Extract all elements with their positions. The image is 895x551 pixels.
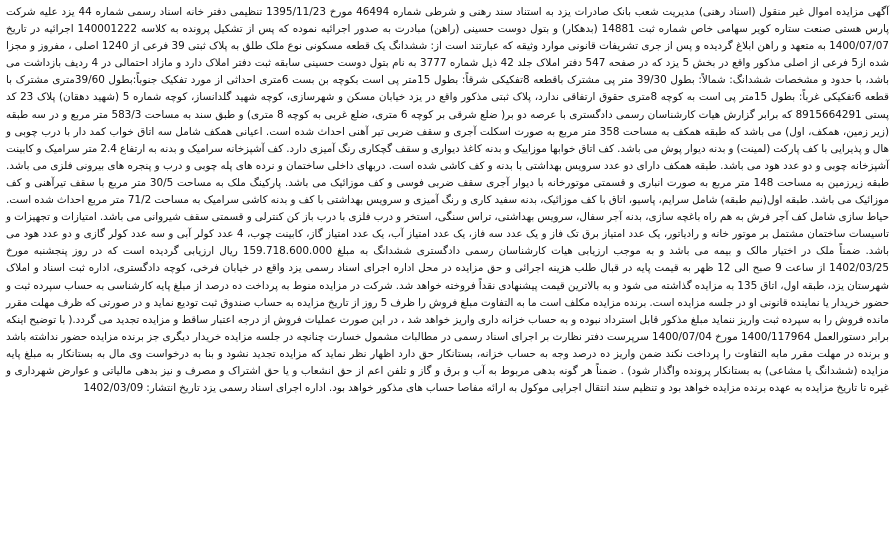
publish-date-label: تاریخ انتشار: (143, 382, 200, 395)
publish-date: 1402/03/09 (83, 382, 144, 395)
notice-body: آگهی مزایده اموال غیر منقول (اسناد رهنی) مدیریت شعب بانک صادرات یزد به استناد سند رهنی و شرطی شماره 46494 مورخ 1395/11/23 تنظیمی دفتر خانه اسناد رسمی شماره 44 یزد علیه شرکت پارس هستی صنعت ستاره کویر سهامی خاص شماره ثبت 14881 (بدهکار) و بتول دوست حسینی (راهن) مبادرت به صدور اجرائیه نموده که پس از تشکیل پرونده به کلاسه 140001222 اجرائیه در تاریخ 1400/07/07 به متعهد و راهن ابلاغ گردیده و پس از جری تشریفات قانونی موارد وثیقه که عبارتند است از: ششدانگ یک قطعه مسکونی نوع ملک طلق به پلاک ثبتی 39 فرعی از 1240 اصلی ، مفروز و مجزا شده از5 فرعی از اصلی مذکور واقع در بخش 5 یزد که در صفحه 547 دفتر املاک جلد 42 ذیل شماره 3777 به نام بتول دوست حسینی سابقه ثبت دفتر املاک دارد و مازاد احتمالی در 4 ردیف بازداشت می باشد، با حدود و مشخصات ششدانگ: شمالاً: بطول 39/30 متر پی مشترک باقطعه 8تفکیکی شرقاً: بطول 15متر پی است بکوچه بن بست 6متری احداثی از مورد تفکیک جنوباً:بطول 39/60متری مشترک با قطعه 6تفکیکی غرباً: بطول 15متر پی است به کوچه 8متری حقوق ارتفاقی ندارد، پلاک ثبتی مذکور واقع در یزد خیابان مسکن و شهرسازی، کوچه شهید گلدانساز، کوچه شماره 5 (شهید دهقان) پلاک 23 کد پستی 8915664291 که برابر گزارش هیات کارشناسان رسمی دادگستری با عرصه دو بر( ضلع شرقی بر کوچه 6 متری، ضلع غربی به کوچه 8 متری) و طبق سند به مساحت 583/3 متر مربع و در سه طبقه (زیر زمین، همکف، اول) می باشد که طبقه همکف به مساحت 358 متر مربع به صورت اسکلت آجری و سقف ضربی تیر آهنی احداث شده است. اعیانی همکف شامل سه اتاق خواب کمد دار با درب چوبی و هال و پذیرایی با کف پارکت (لمینت) و بدنه دیوار پوش می باشد. کف اتاق خوابها موزاییک و بدنه کاغذ دیواری و سقف گچکاری رنگ آمیزی دارد. کف آشپزخانه سرامیک و بدنه به ارتفاع 2.4 متر سرامیک و کابینت آشپزخانه چوبی و دو عدد هود می باشد. طبقه همکف دارای دو عدد سرویس بهداشتی با بدنه و کف کاشی شده است. دربهای داخلی ساختمان و نرده های پله چوبی و درب و پنجره های بیرونی فلزی می باشد. طبقه زیرزمین به مساحت 148 متر مربع به صورت انباری و قسمتی موتورخانه با دیوار آجری سقف ضربی فوسی و کف موزائیک می باشد. پارکینگ ملک به مساحت 30/5 متر مربع با سقف تیرآهنی و کف موزائیک می باشد. طبقه اول(نیم طبقه) شامل سرایم، پاسیو، اتاق با کف موزائیک، بدنه سفید کاری و رنگ آمیزی و سرویس بهداشتی با کف و بدنه کاشی سرامیک به مساحت 71/2 متر مربع احداث شده است. حیاط سازی شامل کف آجر فرش به هم راه باغچه سازی، بدنه آجر سفال، سرویس بهداشتی، تراس سنگی، استخر و درب فلزی با درب باز کن کنترلی و قسمتی سقف شیروانی می باشد. امتیازات و تجهیزات و تاسیسات ساختمان مشتمل بر موتور خانه و رادیاتور، یک عدد امتیاز برق تک فاز و یک عدد سه فاز، یک عدد امتیاز آب، یک عدد امتیاز گاز، کابینت چوب، 4 عدد کولر آبی و سه عدد کولر گازی و دو عدد هود می باشد. ضمناً ملک در اختیار مالک و بیمه می باشد و به موجب ارزیابی هیات کارشناسان رسمی دادگستری ششدانگ به مبلغ 159.718.600.000 ریال ارزیابی گردیده است که در روز پنجشنبه مورخ 1402/03/25 از ساعت 9 صبح الی 12 ظهر به قیمت پایه در قبال طلب هزینه اجرائی و حق مزایده در محل اداره اجرای اسناد رسمی یزد واقع در خیابان فرخی، کوچه دادگستری، اداره ثبت اسناد و املاک شهرستان یزد، طبقه اول، اتاق 135 به مزایده گذاشته می شود و به بالاترین قیمت پیشنهادی نقداً فروخته خواهد شد. شرکت در مزایده منوط به پرداخت ده درصد از مبلغ پایه کارشناسی به حساب سپرده ثبت و حضور خریدار یا نماینده قانونی او در جلسه مزایده است. برنده مزایده مکلف است ما به التفاوت مبلغ فروش را ظرف 5 روز از تاریخ مزایده به حساب صندوق ثبت تودیع نماید و در صورتی که ظرف مهلت مقرر مانده فروش را به سپرده ثبت واریز ننماید مبلغ مذکور قابل استرداد نبوده و به حساب خزانه داری واریز خواهد شد ، در این صورت عملیات فروش از درجه اعتبار ساقط و مزایده تجدید می گردد.( با توضیح اینکه برابر دستورالعمل 1400/117964 مورخ 1400/07/04 سرپرست دفتر نظارت بر اجرای اسناد رسمی در مطالبات مشمول خسارت چنانچه در جلسه مزایده خریدار دیگری جز برنده مزایده حضور نداشته باشد و برنده در مهلت مقرر مابه التفاوت را پرداخت نکند ضمن واریز ده درصد وجه به حساب خزانه، بستانکار حق دارد اظهار نظر نماید که مزایده تجدید نشود و بنا به درخواست وی مال به بستانکار به مبلغ پایه مزایده (ششدانگ یا مشاعی) به بستانکار پرونده واگذار شود) . ضمناً هر گونه بدهی مربوط به آب و برق و گاز و تلفن اعم از حق انشعاب و یا حق اشتراک و مصرف و نیز بدهی مالیاتی و عوارض شهرداری و غیره تا تاریخ مزایده به عهده برنده مزایده خواهد بود و تنظیم سند انتقال اجرایی موکول به ارائه مفاصا حساب های مذکور خواهد بود. اداره اجرای اسناد رسمی یزد (6, 6, 890, 395)
publish-date-line (83, 382, 199, 394)
notice-paragraph (6, 4, 889, 397)
